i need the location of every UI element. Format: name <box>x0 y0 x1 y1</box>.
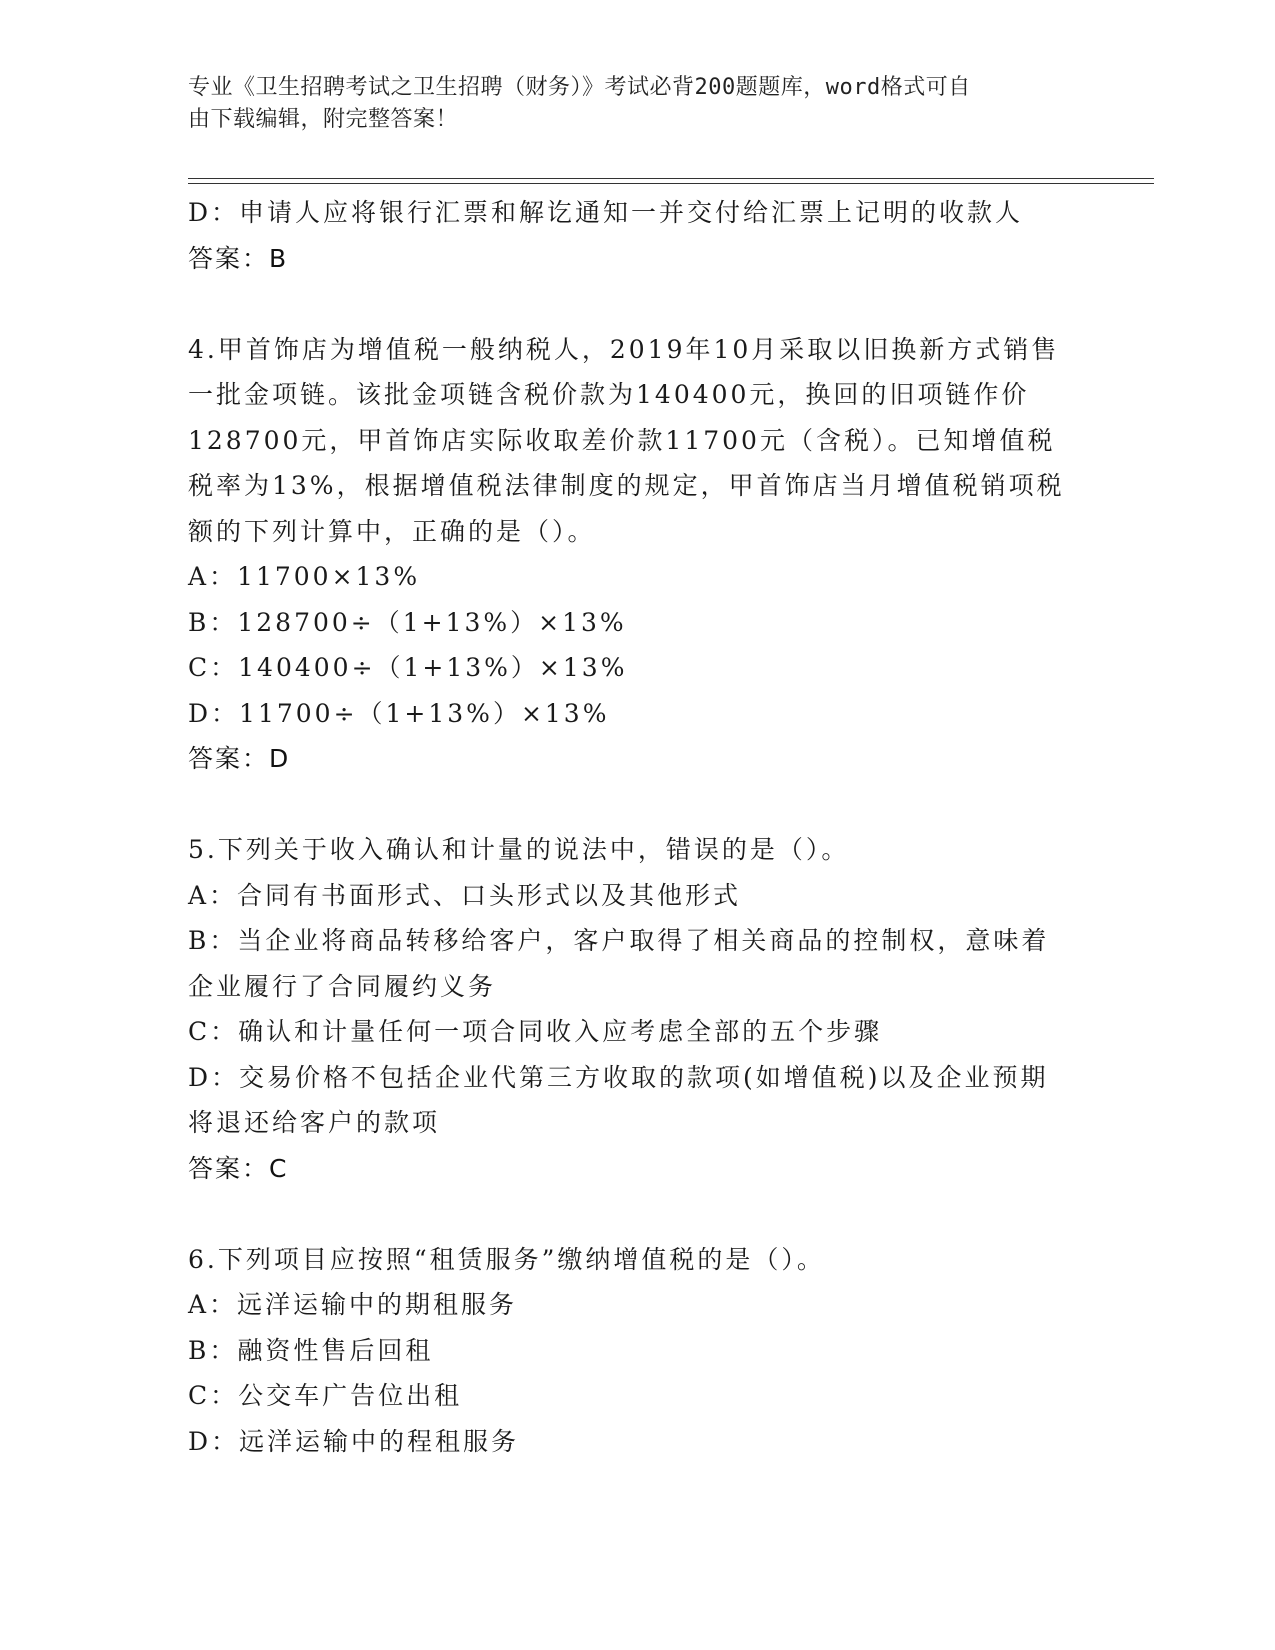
q6-stem: 6.下列项目应按照“租赁服务”缴纳增值税的是（）。 <box>188 1244 825 1274</box>
q4-option-d: D：11700÷（1+13%）×13% <box>188 698 610 728</box>
question-content <box>188 190 1088 1464</box>
q5-option-b: B：当企业将商品转移给客户，客户取得了相关商品的控制权，意味着 <box>188 926 1050 955</box>
question-4 <box>188 327 1088 782</box>
q6-option-b: B：融资性售后回租 <box>188 1335 434 1365</box>
q6-option-a: A：远洋运输中的期租服务 <box>188 1290 518 1319</box>
header-line-2: 由下载编辑，附完整答案！ <box>188 107 459 132</box>
q4-stem-line: 一批金项链。该批金项链含税价款为140400元，换回的旧项链作价 <box>188 380 1030 409</box>
q4-option-a: A：11700×13% <box>188 562 421 591</box>
q4-option-b: B：128700÷（1+13%）×13% <box>188 607 627 637</box>
question-6 <box>188 1237 1088 1465</box>
q5-option-d-continued: 将退还给客户的款项 <box>188 1108 441 1137</box>
q5-option-c: C：确认和计量任何一项合同收入应考虑全部的五个步骤 <box>188 1017 883 1046</box>
q6-option-c: C：公交车广告位出租 <box>188 1381 463 1410</box>
q5-option-d: D：交易价格不包括企业代第三方收取的款项(如增值税)以及企业预期 <box>188 1062 1049 1092</box>
q6-option-d: D：远洋运输中的程租服务 <box>188 1426 520 1456</box>
q3-option-d: D：申请人应将银行汇票和解讫通知一并交付给汇票上记明的收款人 <box>188 198 1024 227</box>
q5-answer: 答案：C <box>188 1153 289 1183</box>
q4-stem-line: 税率为13%，根据增值税法律制度的规定，甲首饰店当月增值税销项税 <box>188 471 1065 500</box>
q5-option-b-continued: 企业履行了合同履约义务 <box>188 971 497 1001</box>
q4-stem-line: 4.甲首饰店为增值税一般纳税人，2019年10月采取以旧换新方式销售 <box>188 334 1060 364</box>
q4-stem-line: 128700元，甲首饰店实际收取差价款11700元（含税）。已知增值税 <box>188 425 1056 455</box>
header-divider-top <box>188 178 1154 179</box>
header-line-1: 专业《卫生招聘考试之卫生招聘（财务）》考试必背200题题库，word格式可自 <box>188 75 971 100</box>
q5-option-a: A：合同有书面形式、口头形式以及其他形式 <box>188 880 742 910</box>
q4-option-c: C：140400÷（1+13%）×13% <box>188 653 628 682</box>
q3-answer: 答案：B <box>188 243 289 273</box>
document-header <box>188 72 1068 136</box>
q5-stem: 5.下列关于收入确认和计量的说法中，错误的是（）。 <box>188 835 850 864</box>
question-5 <box>188 827 1088 1191</box>
header-divider-bottom <box>188 183 1154 184</box>
q4-answer: 答案：D <box>188 744 291 773</box>
q4-stem-line: 额的下列计算中，正确的是（）。 <box>188 516 596 546</box>
